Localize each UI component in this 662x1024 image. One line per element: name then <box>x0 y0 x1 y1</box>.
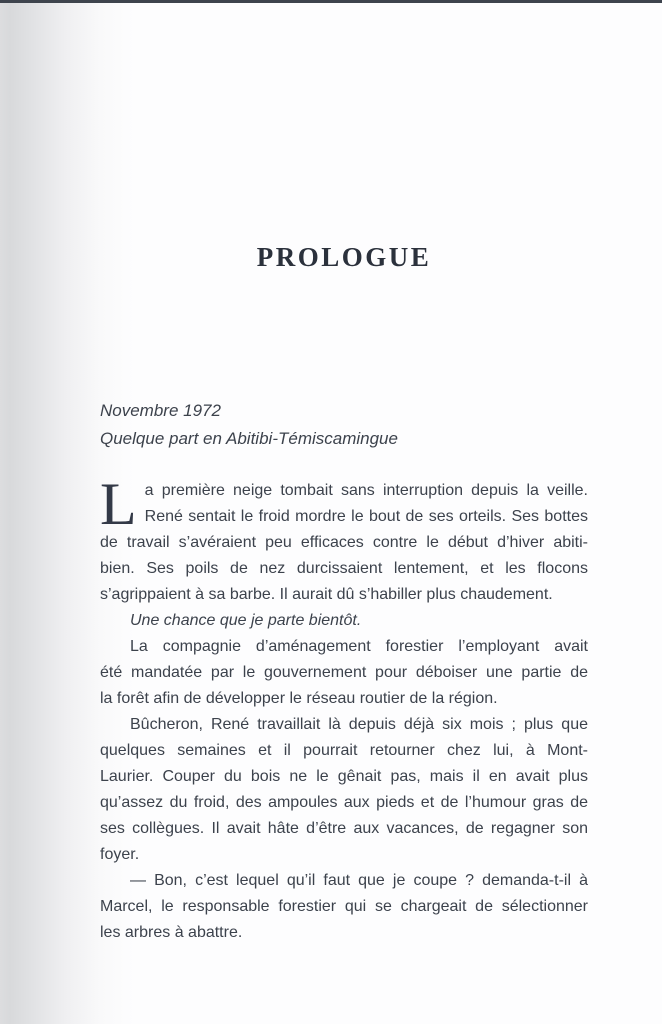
text-line: Bûcheron, René travaillait là depuis déjà six mois ; plus que <box>130 716 588 733</box>
text-line: — Bon, c’est lequel qu’il faut que je coupe ? demanda-t-il à <box>130 872 588 889</box>
text-line: ses collègues. Il avait hâte d’être aux vacances, de regagner son <box>100 820 588 837</box>
epigraph-place: Quelque part en Abitibi-Témiscamingue <box>100 429 398 448</box>
drop-cap: L <box>100 471 137 537</box>
text-line: Laurier. Couper du bois ne le gênait pas, mais il en avait plus <box>100 768 588 785</box>
paragraph <box>100 712 588 868</box>
text-line: été mandatée par le gouvernement pour déboiser une partie de <box>100 664 588 681</box>
page-content <box>100 3 588 946</box>
text-line: qu’assez du froid, des ampoules aux pieds et de l’humour gras de <box>100 794 588 811</box>
text-line: quelques semaines et il pourrait retourner chez lui, à Mont- <box>100 742 588 759</box>
text-line: a première neige tombait sans interruption depuis la veille. <box>144 482 588 499</box>
text-line: les arbres à abattre. <box>100 924 243 941</box>
text-line: Marcel, le responsable forestier qui se chargeait de sélectionner <box>100 898 588 915</box>
epigraph-date: Novembre 1972 <box>100 401 221 420</box>
text-line: René sentait le froid mordre le bout de ses orteils. Ses bottes <box>144 508 588 525</box>
chapter-title: PROLOGUE <box>256 242 432 272</box>
body-text <box>100 471 588 946</box>
text-line: la forêt afin de développer le réseau routier de la région. <box>100 690 498 707</box>
text-line: s’agrippaient à sa barbe. Il aurait dû s’habiller plus chaudement. <box>100 586 553 603</box>
paragraph <box>100 608 588 634</box>
text-line: de travail s’avéraient peu efficaces contre le début d’hiver abiti- <box>100 534 588 551</box>
text-line: foyer. <box>100 846 140 863</box>
paragraph <box>100 471 588 608</box>
text-line: Une chance que je parte bientôt. <box>130 612 362 629</box>
paragraph <box>100 868 588 946</box>
epigraph <box>100 397 588 453</box>
text-line: bien. Ses poils de nez durcissaient lentement, et les flocons <box>100 560 588 577</box>
text-line: La compagnie d’aménagement forestier l’employant avait <box>130 638 588 655</box>
paragraph <box>100 634 588 712</box>
